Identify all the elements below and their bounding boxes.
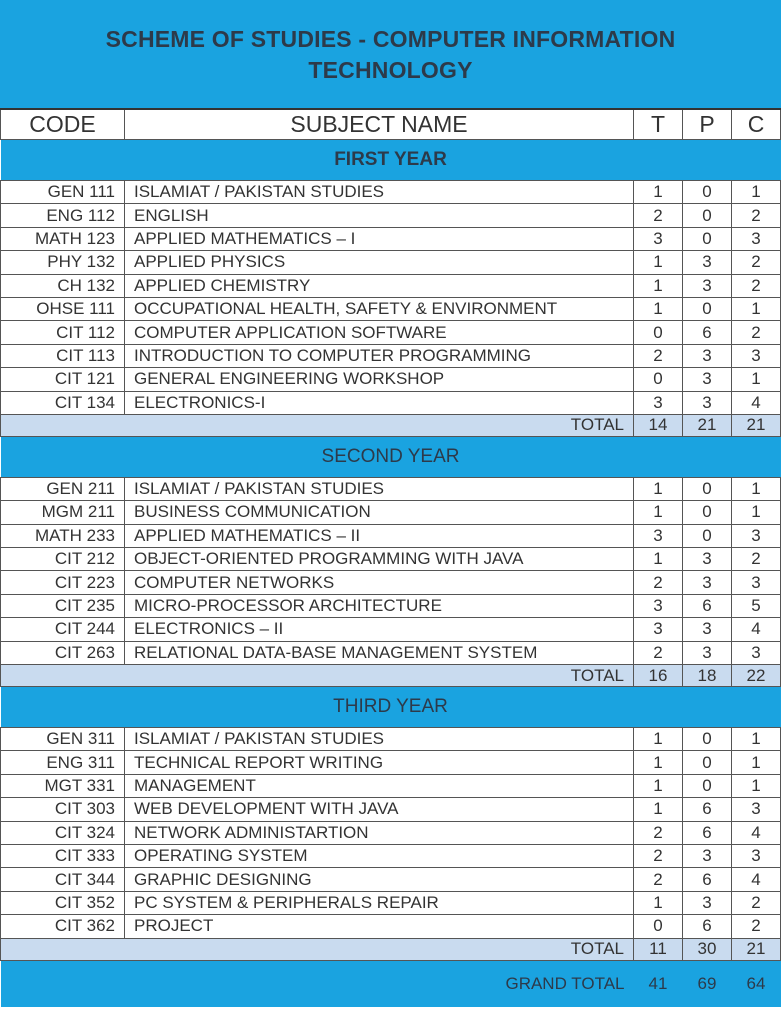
practical-hours: 6 — [683, 321, 732, 344]
theory-hours: 1 — [634, 501, 683, 524]
credit-hours: 3 — [732, 641, 781, 664]
theory-hours: 1 — [634, 798, 683, 821]
course-code: PHY 132 — [1, 251, 125, 274]
subject-name: GRAPHIC DESIGNING — [125, 868, 634, 891]
total-label: TOTAL — [1, 938, 634, 960]
table-row — [1, 274, 781, 297]
course-code: MATH 233 — [1, 524, 125, 547]
subject-name: PROJECT — [125, 915, 634, 938]
total-t: 14 — [634, 414, 683, 436]
course-code: CH 132 — [1, 274, 125, 297]
theory-hours: 0 — [634, 368, 683, 391]
credit-hours: 3 — [732, 227, 781, 250]
subject-name: ENGLISH — [125, 204, 634, 227]
course-code: MATH 123 — [1, 227, 125, 250]
course-code: CIT 134 — [1, 391, 125, 414]
total-c: 21 — [732, 938, 781, 960]
subject-name: OCCUPATIONAL HEALTH, SAFETY & ENVIRONMENT — [125, 297, 634, 320]
theory-hours: 2 — [634, 868, 683, 891]
table-row — [1, 571, 781, 594]
table-row — [1, 524, 781, 547]
course-code: CIT 112 — [1, 321, 125, 344]
header-p: P — [683, 109, 732, 140]
subject-name: PC SYSTEM & PERIPHERALS REPAIR — [125, 891, 634, 914]
course-code: CIT 324 — [1, 821, 125, 844]
theory-hours: 1 — [634, 297, 683, 320]
theory-hours: 2 — [634, 641, 683, 664]
year-total-row — [1, 414, 781, 436]
theory-hours: 1 — [634, 274, 683, 297]
subject-name: TECHNICAL REPORT WRITING — [125, 751, 634, 774]
subject-name: ISLAMIAT / PAKISTAN STUDIES — [125, 181, 634, 204]
table-header-row — [1, 109, 781, 140]
table-row — [1, 728, 781, 751]
course-code: CIT 263 — [1, 641, 125, 664]
credit-hours: 3 — [732, 844, 781, 867]
practical-hours: 0 — [683, 524, 732, 547]
practical-hours: 3 — [683, 274, 732, 297]
credit-hours: 4 — [732, 821, 781, 844]
table-row — [1, 297, 781, 320]
practical-hours: 6 — [683, 915, 732, 938]
course-code: CIT 303 — [1, 798, 125, 821]
practical-hours: 3 — [683, 548, 732, 571]
credit-hours: 2 — [732, 548, 781, 571]
year-total-row — [1, 938, 781, 960]
total-p: 21 — [683, 414, 732, 436]
table-row — [1, 821, 781, 844]
credit-hours: 4 — [732, 391, 781, 414]
table-row — [1, 344, 781, 367]
credit-hours: 3 — [732, 344, 781, 367]
theory-hours: 0 — [634, 915, 683, 938]
table-row — [1, 915, 781, 938]
total-c: 21 — [732, 414, 781, 436]
practical-hours: 0 — [683, 204, 732, 227]
theory-hours: 2 — [634, 821, 683, 844]
credit-hours: 1 — [732, 368, 781, 391]
practical-hours: 3 — [683, 251, 732, 274]
subject-name: APPLIED CHEMISTRY — [125, 274, 634, 297]
year-section-header — [1, 140, 781, 181]
subject-name: GENERAL ENGINEERING WORKSHOP — [125, 368, 634, 391]
subject-name: OBJECT-ORIENTED PROGRAMMING WITH JAVA — [125, 548, 634, 571]
table-row — [1, 844, 781, 867]
total-p: 18 — [683, 665, 732, 687]
credit-hours: 3 — [732, 524, 781, 547]
course-code: ENG 112 — [1, 204, 125, 227]
theory-hours: 1 — [634, 728, 683, 751]
theory-hours: 1 — [634, 774, 683, 797]
table-row — [1, 774, 781, 797]
grand-total-row — [1, 960, 781, 1007]
course-code: GEN 211 — [1, 477, 125, 500]
title-line-1: SCHEME OF STUDIES - COMPUTER INFORMATION — [105, 26, 676, 52]
practical-hours: 3 — [683, 641, 732, 664]
table-row — [1, 251, 781, 274]
scheme-table — [0, 108, 781, 1007]
subject-name: ELECTRONICS – II — [125, 618, 634, 641]
page-title — [0, 0, 781, 108]
theory-hours: 3 — [634, 524, 683, 547]
course-code: MGT 331 — [1, 774, 125, 797]
credit-hours: 4 — [732, 868, 781, 891]
credit-hours: 2 — [732, 204, 781, 227]
practical-hours: 6 — [683, 868, 732, 891]
credit-hours: 1 — [732, 297, 781, 320]
grand-total-c: 64 — [732, 960, 781, 1007]
year-label: SECOND YEAR — [1, 436, 781, 477]
year-label: THIRD YEAR — [1, 687, 781, 728]
course-code: CIT 352 — [1, 891, 125, 914]
credit-hours: 1 — [732, 477, 781, 500]
credit-hours: 3 — [732, 571, 781, 594]
credit-hours: 5 — [732, 594, 781, 617]
course-code: CIT 333 — [1, 844, 125, 867]
subject-name: WEB DEVELOPMENT WITH JAVA — [125, 798, 634, 821]
practical-hours: 0 — [683, 728, 732, 751]
credit-hours: 1 — [732, 181, 781, 204]
practical-hours: 3 — [683, 391, 732, 414]
theory-hours: 2 — [634, 204, 683, 227]
subject-name: RELATIONAL DATA-BASE MANAGEMENT SYSTEM — [125, 641, 634, 664]
header-code: CODE — [1, 109, 125, 140]
table-row — [1, 751, 781, 774]
credit-hours: 1 — [732, 774, 781, 797]
credit-hours: 2 — [732, 274, 781, 297]
credit-hours: 1 — [732, 501, 781, 524]
subject-name: COMPUTER NETWORKS — [125, 571, 634, 594]
year-section-header — [1, 687, 781, 728]
subject-name: ISLAMIAT / PAKISTAN STUDIES — [125, 728, 634, 751]
theory-hours: 1 — [634, 181, 683, 204]
practical-hours: 3 — [683, 571, 732, 594]
theory-hours: 1 — [634, 548, 683, 571]
theory-hours: 3 — [634, 594, 683, 617]
table-row — [1, 891, 781, 914]
practical-hours: 0 — [683, 477, 732, 500]
credit-hours: 1 — [732, 728, 781, 751]
theory-hours: 1 — [634, 751, 683, 774]
subject-name: APPLIED MATHEMATICS – II — [125, 524, 634, 547]
grand-total-label: GRAND TOTAL — [1, 960, 634, 1007]
practical-hours: 3 — [683, 344, 732, 367]
total-c: 22 — [732, 665, 781, 687]
year-label: FIRST YEAR — [1, 140, 781, 181]
credit-hours: 3 — [732, 798, 781, 821]
total-t: 11 — [634, 938, 683, 960]
grand-total-p: 69 — [683, 960, 732, 1007]
total-label: TOTAL — [1, 665, 634, 687]
subject-name: NETWORK ADMINISTARTION — [125, 821, 634, 844]
course-code: GEN 311 — [1, 728, 125, 751]
practical-hours: 3 — [683, 368, 732, 391]
theory-hours: 2 — [634, 571, 683, 594]
table-row — [1, 181, 781, 204]
table-row — [1, 548, 781, 571]
practical-hours: 6 — [683, 821, 732, 844]
credit-hours: 2 — [732, 915, 781, 938]
table-row — [1, 391, 781, 414]
total-t: 16 — [634, 665, 683, 687]
theory-hours: 1 — [634, 251, 683, 274]
table-row — [1, 868, 781, 891]
course-code: GEN 111 — [1, 181, 125, 204]
subject-name: BUSINESS COMMUNICATION — [125, 501, 634, 524]
theory-hours: 1 — [634, 891, 683, 914]
practical-hours: 0 — [683, 774, 732, 797]
year-total-row — [1, 665, 781, 687]
credit-hours: 4 — [732, 618, 781, 641]
credit-hours: 2 — [732, 891, 781, 914]
theory-hours: 3 — [634, 618, 683, 641]
theory-hours: 3 — [634, 227, 683, 250]
practical-hours: 6 — [683, 798, 732, 821]
credit-hours: 2 — [732, 251, 781, 274]
theory-hours: 0 — [634, 321, 683, 344]
theory-hours: 2 — [634, 344, 683, 367]
theory-hours: 1 — [634, 477, 683, 500]
table-row — [1, 641, 781, 664]
theory-hours: 3 — [634, 391, 683, 414]
grand-total-t: 41 — [634, 960, 683, 1007]
course-code: CIT 121 — [1, 368, 125, 391]
course-code: CIT 235 — [1, 594, 125, 617]
practical-hours: 0 — [683, 227, 732, 250]
total-p: 30 — [683, 938, 732, 960]
table-row — [1, 501, 781, 524]
course-code: CIT 212 — [1, 548, 125, 571]
table-row — [1, 594, 781, 617]
credit-hours: 1 — [732, 751, 781, 774]
subject-name: COMPUTER APPLICATION SOFTWARE — [125, 321, 634, 344]
subject-name: APPLIED MATHEMATICS – I — [125, 227, 634, 250]
table-row — [1, 798, 781, 821]
subject-name: ELECTRONICS-I — [125, 391, 634, 414]
header-subject-name: SUBJECT NAME — [125, 109, 634, 140]
course-code: OHSE 111 — [1, 297, 125, 320]
table-row — [1, 204, 781, 227]
course-code: CIT 362 — [1, 915, 125, 938]
practical-hours: 0 — [683, 751, 732, 774]
header-c: C — [732, 109, 781, 140]
course-code: CIT 244 — [1, 618, 125, 641]
subject-name: OPERATING SYSTEM — [125, 844, 634, 867]
subject-name: MANAGEMENT — [125, 774, 634, 797]
subject-name: MICRO-PROCESSOR ARCHITECTURE — [125, 594, 634, 617]
course-code: CIT 113 — [1, 344, 125, 367]
course-code: ENG 311 — [1, 751, 125, 774]
practical-hours: 0 — [683, 501, 732, 524]
practical-hours: 0 — [683, 297, 732, 320]
practical-hours: 6 — [683, 594, 732, 617]
practical-hours: 3 — [683, 618, 732, 641]
course-code: CIT 344 — [1, 868, 125, 891]
course-code: CIT 223 — [1, 571, 125, 594]
table-row — [1, 368, 781, 391]
credit-hours: 2 — [732, 321, 781, 344]
header-t: T — [634, 109, 683, 140]
subject-name: ISLAMIAT / PAKISTAN STUDIES — [125, 477, 634, 500]
table-row — [1, 227, 781, 250]
practical-hours: 3 — [683, 844, 732, 867]
table-row — [1, 477, 781, 500]
subject-name: APPLIED PHYSICS — [125, 251, 634, 274]
table-row — [1, 618, 781, 641]
course-code: MGM 211 — [1, 501, 125, 524]
practical-hours: 0 — [683, 181, 732, 204]
total-label: TOTAL — [1, 414, 634, 436]
table-row — [1, 321, 781, 344]
year-section-header — [1, 436, 781, 477]
subject-name: INTRODUCTION TO COMPUTER PROGRAMMING — [125, 344, 634, 367]
practical-hours: 3 — [683, 891, 732, 914]
theory-hours: 2 — [634, 844, 683, 867]
title-line-2: TECHNOLOGY — [308, 57, 473, 83]
